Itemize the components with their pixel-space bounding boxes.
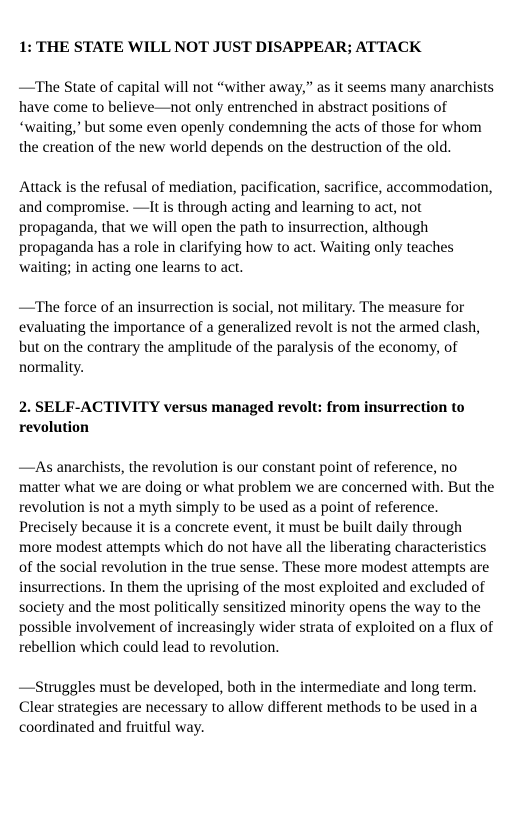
section-1-paragraph-2: Attack is the refusal of mediation, pacification, sacrifice, accommodation, and compromise. —It is through acting and learning to act, not propaganda, that we will open the path to insurrection, although propaganda has a role in clarifying how to act. Waiting only teaches waiting; in acting one learns to act. — [19, 179, 493, 276]
section-1-heading: 1: THE STATE WILL NOT JUST DISAPPEAR; ATTACK — [19, 39, 422, 56]
section-2-paragraph-1: —As anarchists, the revolution is our constant point of reference, no matter what we are doing or what problem we are concerned with. But the revolution is not a myth simply to be used as a point of reference. Precisely because it is a concrete event, it must be built daily through more modest attempts which do not have all the liberating characteristics of the social revolution in the true sense. These more modest attempts are insurrections. In them the uprising of the most exploited and excluded of society and the most politically sensitized minority opens the way to the possible involvement of increasingly wider strata of exploited on a flux of rebellion which could lead to revolution. — [19, 459, 495, 656]
section-2-paragraph-2: —Struggles must be developed, both in the intermediate and long term. Clear strategies are necessary to allow different methods to be used in a coordinated and fruitful way. — [19, 679, 478, 736]
section-1-paragraph-3: —The force of an insurrection is social, not military. The measure for evaluating the importance of a generalized revolt is not the armed clash, but on the contrary the amplitude of the paralysis of the economy, of normality. — [19, 299, 481, 376]
section-1-paragraph-1: —The State of capital will not “wither away,” as it seems many anarchists have come to believe—not only entrenched in abstract positions of ‘waiting,’ but some even openly condemning the acts of those for whom the creation of the new world depends on the destruction of the old. — [19, 79, 494, 156]
document-page — [19, 38, 497, 758]
section-2-heading: 2. SELF-ACTIVITY versus managed revolt: from insurrection to revolution — [19, 399, 465, 436]
